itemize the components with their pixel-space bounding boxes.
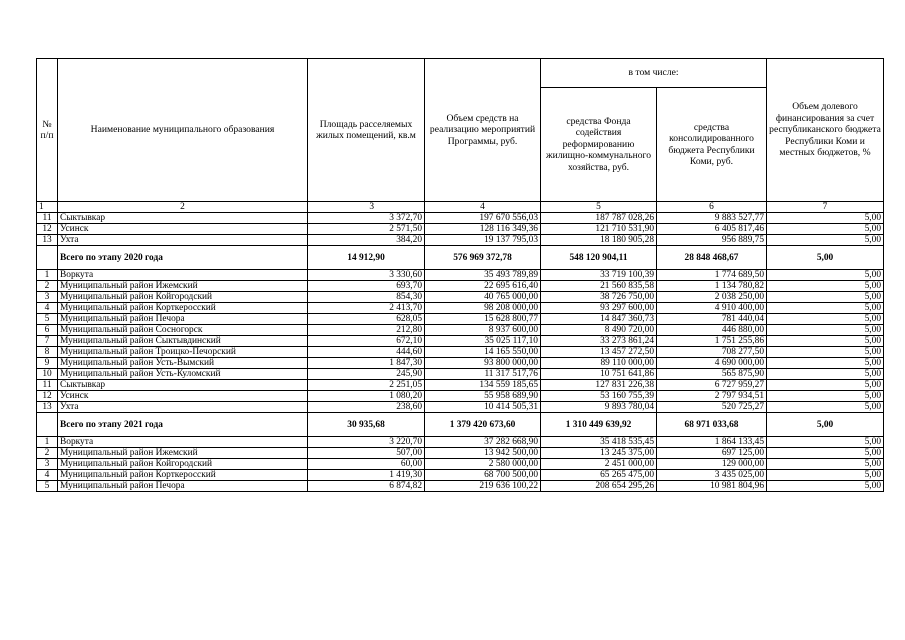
row-number: 4 [37, 303, 58, 314]
row-total-funds: 15 628 800,77 [425, 314, 541, 325]
row-name: Муниципальный район Печора [58, 481, 308, 492]
row-area: 384,20 [308, 235, 425, 246]
row-number: 13 [37, 402, 58, 413]
row-fund: 13 245 375,00 [541, 448, 657, 459]
row-total-funds: 40 765 000,00 [425, 292, 541, 303]
row-total-funds: 219 636 100,22 [425, 481, 541, 492]
column-number: 2 [58, 202, 308, 213]
row-share: 5,00 [767, 325, 884, 336]
row-fund: 121 710 531,90 [541, 224, 657, 235]
row-share: 5,00 [767, 246, 884, 270]
row-number: 8 [37, 347, 58, 358]
row-area: 2 413,70 [308, 303, 425, 314]
row-name: Сыктывкар [58, 380, 308, 391]
column-number: 4 [425, 202, 541, 213]
row-budget: 6 727 959,27 [657, 380, 767, 391]
row-number: 12 [37, 391, 58, 402]
row-budget: 446 880,00 [657, 325, 767, 336]
row-name: Муниципальный район Корткеросский [58, 303, 308, 314]
table-row [37, 270, 884, 281]
row-name: Муниципальный район Троицко-Печорский [58, 347, 308, 358]
header-budget: средства консолидированного бюджета Республики Коми, руб. [657, 88, 767, 202]
row-area: 245,90 [308, 369, 425, 380]
row-area: 444,60 [308, 347, 425, 358]
row-budget: 68 971 033,68 [657, 413, 767, 437]
row-name: Муниципальный район Ижемский [58, 448, 308, 459]
row-number: 5 [37, 314, 58, 325]
table-row [37, 481, 884, 492]
row-share: 5,00 [767, 224, 884, 235]
stage-total-row [37, 413, 884, 437]
row-area: 30 935,68 [308, 413, 425, 437]
row-share: 5,00 [767, 391, 884, 402]
row-share: 5,00 [767, 235, 884, 246]
table-row [37, 213, 884, 224]
column-number: 7 [767, 202, 884, 213]
table-row [37, 448, 884, 459]
row-number [37, 246, 58, 270]
row-total-funds: 128 116 349,36 [425, 224, 541, 235]
row-area: 238,60 [308, 402, 425, 413]
row-fund: 127 831 226,38 [541, 380, 657, 391]
row-number: 4 [37, 470, 58, 481]
row-number: 2 [37, 448, 58, 459]
table-row [37, 459, 884, 470]
row-name: Муниципальный район Усть-Куломский [58, 369, 308, 380]
row-fund: 187 787 028,26 [541, 213, 657, 224]
row-fund: 93 297 600,00 [541, 303, 657, 314]
column-numbers-row [37, 202, 884, 213]
row-fund: 548 120 904,11 [541, 246, 657, 270]
stage-total-row [37, 246, 884, 270]
row-name: Ухта [58, 402, 308, 413]
row-name: Воркута [58, 437, 308, 448]
row-name: Воркута [58, 270, 308, 281]
row-number: 3 [37, 459, 58, 470]
row-number: 12 [37, 224, 58, 235]
row-name: Муниципальный район Ижемский [58, 281, 308, 292]
row-number: 1 [37, 437, 58, 448]
row-budget: 28 848 468,67 [657, 246, 767, 270]
table-row [37, 292, 884, 303]
row-total-funds: 55 958 689,90 [425, 391, 541, 402]
row-name: Муниципальный район Усть-Вымский [58, 358, 308, 369]
table-row [37, 391, 884, 402]
row-budget: 4 690 000,00 [657, 358, 767, 369]
row-area: 3 372,70 [308, 213, 425, 224]
row-number: 10 [37, 369, 58, 380]
row-area: 1 419,30 [308, 470, 425, 481]
row-total-funds: 13 942 500,00 [425, 448, 541, 459]
row-share: 5,00 [767, 448, 884, 459]
row-area: 672,10 [308, 336, 425, 347]
row-total-funds: 98 208 000,00 [425, 303, 541, 314]
row-name: Усинск [58, 224, 308, 235]
row-number: 13 [37, 235, 58, 246]
row-fund: 208 654 295,26 [541, 481, 657, 492]
row-name: Сыктывкар [58, 213, 308, 224]
header-share: Объем долевого финансирования за счет республиканского бюджета Республики Коми и местных бюджетов, % [767, 59, 884, 202]
row-budget: 1 751 255,86 [657, 336, 767, 347]
row-total-funds: 14 165 550,00 [425, 347, 541, 358]
table-row [37, 336, 884, 347]
row-fund: 9 893 780,04 [541, 402, 657, 413]
row-number: 7 [37, 336, 58, 347]
row-area: 2 571,50 [308, 224, 425, 235]
column-number: 5 [541, 202, 657, 213]
row-share: 5,00 [767, 347, 884, 358]
row-total-funds: 22 695 616,40 [425, 281, 541, 292]
row-fund: 10 751 641,86 [541, 369, 657, 380]
row-name: Ухта [58, 235, 308, 246]
column-number: 1 [37, 202, 58, 213]
row-budget: 2 797 934,51 [657, 391, 767, 402]
row-share: 5,00 [767, 413, 884, 437]
table-row [37, 235, 884, 246]
row-share: 5,00 [767, 281, 884, 292]
row-area: 6 874,82 [308, 481, 425, 492]
row-number: 11 [37, 213, 58, 224]
table-row [37, 437, 884, 448]
row-budget: 1 864 133,45 [657, 437, 767, 448]
row-fund: 35 418 535,45 [541, 437, 657, 448]
row-share: 5,00 [767, 292, 884, 303]
row-name: Муниципальный район Сыктывдинский [58, 336, 308, 347]
row-number: 5 [37, 481, 58, 492]
row-share: 5,00 [767, 314, 884, 325]
row-total-funds: 11 317 517,76 [425, 369, 541, 380]
row-fund: 65 265 475,00 [541, 470, 657, 481]
row-name: Всего по этапу 2020 года [58, 246, 308, 270]
row-area: 1 847,30 [308, 358, 425, 369]
header-name: Наименование муниципального образования [58, 59, 308, 202]
row-number: 3 [37, 292, 58, 303]
row-area: 2 251,05 [308, 380, 425, 391]
row-number: 2 [37, 281, 58, 292]
row-number [37, 413, 58, 437]
row-total-funds: 68 700 500,00 [425, 470, 541, 481]
header-including: в том числе: [541, 59, 767, 88]
table-row [37, 380, 884, 391]
column-number: 6 [657, 202, 767, 213]
row-name: Муниципальный район Койгородский [58, 292, 308, 303]
row-fund: 89 110 000,00 [541, 358, 657, 369]
header-fund: средства Фонда содействия реформированию жилищно-коммунального хозяйства, руб. [541, 88, 657, 202]
row-budget: 129 000,00 [657, 459, 767, 470]
row-share: 5,00 [767, 470, 884, 481]
row-fund: 1 310 449 639,92 [541, 413, 657, 437]
table-row [37, 470, 884, 481]
row-name: Усинск [58, 391, 308, 402]
table-row [37, 314, 884, 325]
row-budget: 520 725,27 [657, 402, 767, 413]
row-total-funds: 197 670 556,03 [425, 213, 541, 224]
table-row [37, 281, 884, 292]
row-budget: 2 038 250,00 [657, 292, 767, 303]
row-share: 5,00 [767, 358, 884, 369]
row-name: Муниципальный район Корткеросский [58, 470, 308, 481]
row-share: 5,00 [767, 213, 884, 224]
row-fund: 8 490 720,00 [541, 325, 657, 336]
row-total-funds: 35 025 117,10 [425, 336, 541, 347]
row-budget: 956 889,75 [657, 235, 767, 246]
row-fund: 14 847 360,73 [541, 314, 657, 325]
row-share: 5,00 [767, 402, 884, 413]
row-budget: 6 405 817,46 [657, 224, 767, 235]
row-total-funds: 10 414 505,31 [425, 402, 541, 413]
column-number: 3 [308, 202, 425, 213]
row-total-funds: 1 379 420 673,60 [425, 413, 541, 437]
row-total-funds: 8 937 600,00 [425, 325, 541, 336]
row-total-funds: 19 137 795,03 [425, 235, 541, 246]
row-share: 5,00 [767, 437, 884, 448]
table-row [37, 224, 884, 235]
header-total-funds: Объем средств на реализацию мероприятий Программы, руб. [425, 59, 541, 202]
header-area: Площадь расселяемых жилых помещений, кв.м [308, 59, 425, 202]
row-budget: 4 910 400,00 [657, 303, 767, 314]
row-budget: 10 981 804,96 [657, 481, 767, 492]
row-budget: 1 134 780,82 [657, 281, 767, 292]
table-row [37, 347, 884, 358]
row-number: 6 [37, 325, 58, 336]
row-share: 5,00 [767, 270, 884, 281]
row-budget: 708 277,50 [657, 347, 767, 358]
table-row [37, 325, 884, 336]
row-name: Муниципальный район Койгородский [58, 459, 308, 470]
row-area: 854,30 [308, 292, 425, 303]
row-fund: 53 160 755,39 [541, 391, 657, 402]
row-total-funds: 93 800 000,00 [425, 358, 541, 369]
row-fund: 18 180 905,28 [541, 235, 657, 246]
row-fund: 13 457 272,50 [541, 347, 657, 358]
funding-table [36, 58, 884, 492]
header-num: № п/п [37, 59, 58, 202]
row-area: 1 080,20 [308, 391, 425, 402]
row-number: 9 [37, 358, 58, 369]
row-total-funds: 37 282 668,90 [425, 437, 541, 448]
row-total-funds: 134 559 185,65 [425, 380, 541, 391]
row-budget: 9 883 527,77 [657, 213, 767, 224]
row-fund: 38 726 750,00 [541, 292, 657, 303]
table-row [37, 402, 884, 413]
row-total-funds: 35 493 789,89 [425, 270, 541, 281]
row-fund: 33 719 100,39 [541, 270, 657, 281]
row-name: Муниципальный район Печора [58, 314, 308, 325]
row-share: 5,00 [767, 369, 884, 380]
row-fund: 21 560 835,58 [541, 281, 657, 292]
row-area: 507,00 [308, 448, 425, 459]
row-total-funds: 2 580 000,00 [425, 459, 541, 470]
row-name: Муниципальный район Сосногорск [58, 325, 308, 336]
row-total-funds: 576 969 372,78 [425, 246, 541, 270]
row-share: 5,00 [767, 459, 884, 470]
table-row [37, 358, 884, 369]
row-budget: 565 875,90 [657, 369, 767, 380]
row-area: 14 912,90 [308, 246, 425, 270]
row-budget: 781 440,04 [657, 314, 767, 325]
row-budget: 697 125,00 [657, 448, 767, 459]
table-row [37, 303, 884, 314]
row-budget: 3 435 025,00 [657, 470, 767, 481]
row-share: 5,00 [767, 380, 884, 391]
row-fund: 2 451 000,00 [541, 459, 657, 470]
row-area: 212,80 [308, 325, 425, 336]
row-area: 693,70 [308, 281, 425, 292]
row-name: Всего по этапу 2021 года [58, 413, 308, 437]
row-share: 5,00 [767, 336, 884, 347]
row-area: 628,05 [308, 314, 425, 325]
row-share: 5,00 [767, 303, 884, 314]
row-area: 3 330,60 [308, 270, 425, 281]
row-area: 60,00 [308, 459, 425, 470]
row-fund: 33 273 861,24 [541, 336, 657, 347]
row-number: 1 [37, 270, 58, 281]
row-share: 5,00 [767, 481, 884, 492]
row-budget: 1 774 689,50 [657, 270, 767, 281]
row-area: 3 220,70 [308, 437, 425, 448]
row-number: 11 [37, 380, 58, 391]
table-row [37, 369, 884, 380]
